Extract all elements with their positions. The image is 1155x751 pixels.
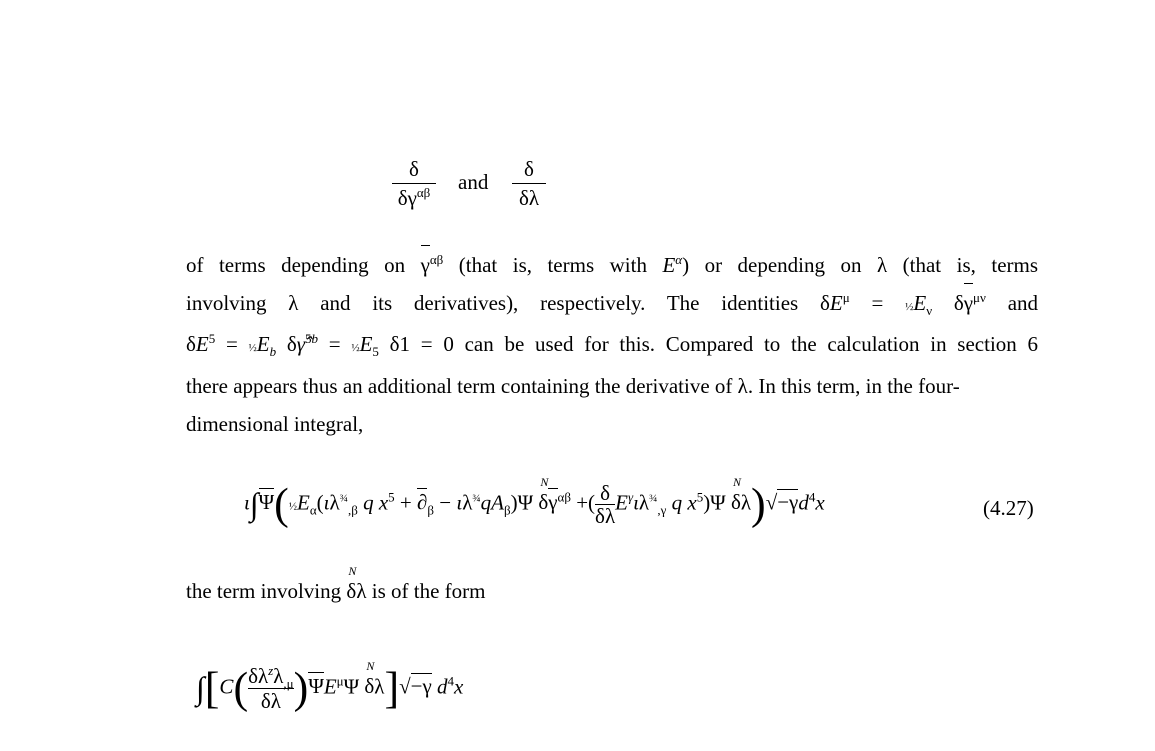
fraction-delta-over-delta-gamma [392, 156, 436, 211]
paragraph-line-5: dimensional integral, [186, 411, 364, 436]
paragraph-line-3: $\delta E^5$ = $\frac{1}{2}E_b$ δγ̂$^{5b}$ = $\frac{1}{2}E_5$ δ1 = 0 can be used for this. Compared to the calculation in section 6 [186, 331, 1039, 360]
delta-N-lambda: N δ [346, 564, 357, 603]
paragraph-second: the term involving N δλ is of the form [186, 564, 486, 603]
paragraph-main [186, 247, 1038, 444]
equation-number: (4.27) [983, 496, 1034, 520]
paragraph-line-4: there appears thus an additional term containing the derivative of λ. In this term, in the four- [186, 374, 960, 399]
fraction-denominator: δ $\gamma^{\alpha\beta}$ [397, 185, 431, 210]
identity-formula-2: $\delta E^5$ = $\frac{1}{2}E_b$ δγ̂$^{5b}$ = $\frac{1}{2}E_5$ δ1 = 0 [186, 331, 454, 360]
paragraph-line-2: involving λ and its derivatives), respectively. The identities $\delta E^\mu$ = $\frac{1}{2}E_\nu$ δ $\gamma^{\mu\nu}$ and [186, 285, 1038, 327]
fraction-bar [512, 183, 546, 184]
equation-4-27: ι∫ $\Psi(\frac{1}{2}E_\alpha(\iota\lambda^{\frac{3}{4}}_{,\beta}$ q $x^5$ + $\partial_\beta - \iota\lambda^{\frac{3}{4}}qA_\beta)\Psi$ N δ $\gamma^{\alpha\beta}$ +( $\frac{\delta}{\delta\lambda}$ $E^\gamma\iota\lambda^{\frac{3}{4}}_{,\gamma}$ q $x^5)\Psi$ N $\delta\lambda)√-\gamma d^4x$ [244, 475, 825, 529]
fraction-denominator: δλ [518, 186, 540, 210]
and-word: and [458, 170, 489, 194]
fraction-numerator: δ [524, 157, 534, 181]
fraction-delta-over-delta-lambda [512, 156, 546, 211]
paragraph-line-1: of terms depending on $\gamma^{\alpha\beta}$ (that is, terms with $E^\alpha$) or depending on λ (that is, terms [186, 247, 1038, 285]
identity-formula-1: $\delta E^\mu$ = $\frac{1}{2}E_\nu$ δ $\gamma^{\mu\nu}$ [820, 291, 986, 315]
final-equation: ∫[C( $\delta\lambda^z\lambda_{,\mu}$ δλ ) $\Psi E^\mu\Psi$ N δλ]√−γ $d^4x$ [196, 659, 464, 713]
fraction-numerator: δ [409, 157, 419, 181]
